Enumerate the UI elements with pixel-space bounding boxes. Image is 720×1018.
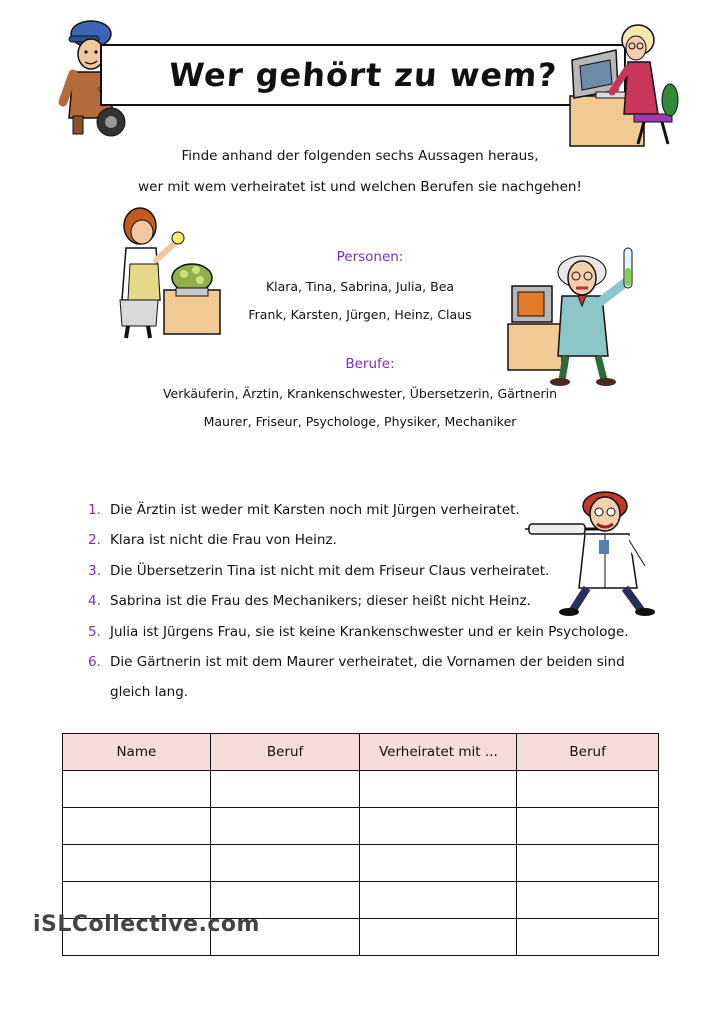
personen-women: Klara, Tina, Sabrina, Julia, Bea	[265, 279, 455, 294]
statement-3: 3. Die Übersetzerin Tina ist nicht mit dem Friseur Claus verheiratet.	[88, 563, 550, 579]
table-header-row	[63, 734, 659, 771]
intro-line-1: Finde anhand der folgenden sechs Aussagen heraus,	[181, 148, 539, 164]
table-cell[interactable]	[360, 771, 517, 808]
table-cell[interactable]	[517, 845, 659, 882]
table-cell[interactable]	[63, 808, 211, 845]
statement-2: 2. Klara ist nicht die Frau von Heinz.	[88, 532, 337, 548]
page-title: Wer gehört zu wem?	[167, 56, 559, 94]
table-cell[interactable]	[63, 771, 211, 808]
table-cell[interactable]	[517, 771, 659, 808]
woman-at-computer-illustration	[558, 18, 688, 150]
berufe-women: Verkäuferin, Ärztin, Krankenschwester, Übersetzerin, Gärtnerin	[162, 386, 558, 401]
statement-4: 4. Sabrina ist die Frau des Mechanikers; dieser heißt nicht Heinz.	[88, 593, 531, 609]
personen-label: Personen:	[336, 249, 404, 265]
berufe-men: Maurer, Friseur, Psychologe, Physiker, Mechaniker	[203, 414, 517, 429]
table-row	[63, 845, 659, 882]
header-beruf: Beruf	[210, 734, 360, 771]
watermark: iSLCollective.com	[33, 912, 260, 937]
header-verheiratet-mit: Verheiratet mit ...	[360, 734, 517, 771]
statement-1: 1. Die Ärztin ist weder mit Karsten noch mit Jürgen verheiratet.	[88, 502, 520, 518]
table-cell[interactable]	[210, 845, 360, 882]
table-cell[interactable]	[517, 882, 659, 919]
intro-line-2: wer mit wem verheiratet ist und welchen Berufen sie nachgehen!	[138, 179, 582, 195]
table-cell[interactable]	[360, 882, 517, 919]
table-cell[interactable]	[210, 808, 360, 845]
statement-5: 5. Julia ist Jürgens Frau, sie ist keine Krankenschwester und er kein Psychologe.	[88, 624, 629, 640]
table-row	[63, 771, 659, 808]
table-cell[interactable]	[360, 919, 517, 956]
table-cell[interactable]	[517, 919, 659, 956]
table-cell[interactable]	[517, 808, 659, 845]
table-cell[interactable]	[360, 808, 517, 845]
header-beruf-partner: Beruf	[517, 734, 659, 771]
table-cell[interactable]	[360, 845, 517, 882]
statement-6: 6. Die Gärtnerin ist mit dem Maurer verheiratet, die Vornamen der beiden sind	[88, 654, 625, 670]
table-row	[63, 808, 659, 845]
doctor-with-syringe-illustration	[525, 484, 655, 616]
table-cell[interactable]	[210, 771, 360, 808]
berufe-label: Berufe:	[345, 356, 395, 372]
statement-6-continued: gleich lang.	[110, 684, 189, 700]
physicist-illustration	[502, 238, 662, 388]
personen-men: Frank, Karsten, Jürgen, Heinz, Claus	[248, 307, 472, 322]
table-cell[interactable]	[63, 845, 211, 882]
title-banner	[100, 44, 626, 106]
header-name: Name	[63, 734, 211, 771]
